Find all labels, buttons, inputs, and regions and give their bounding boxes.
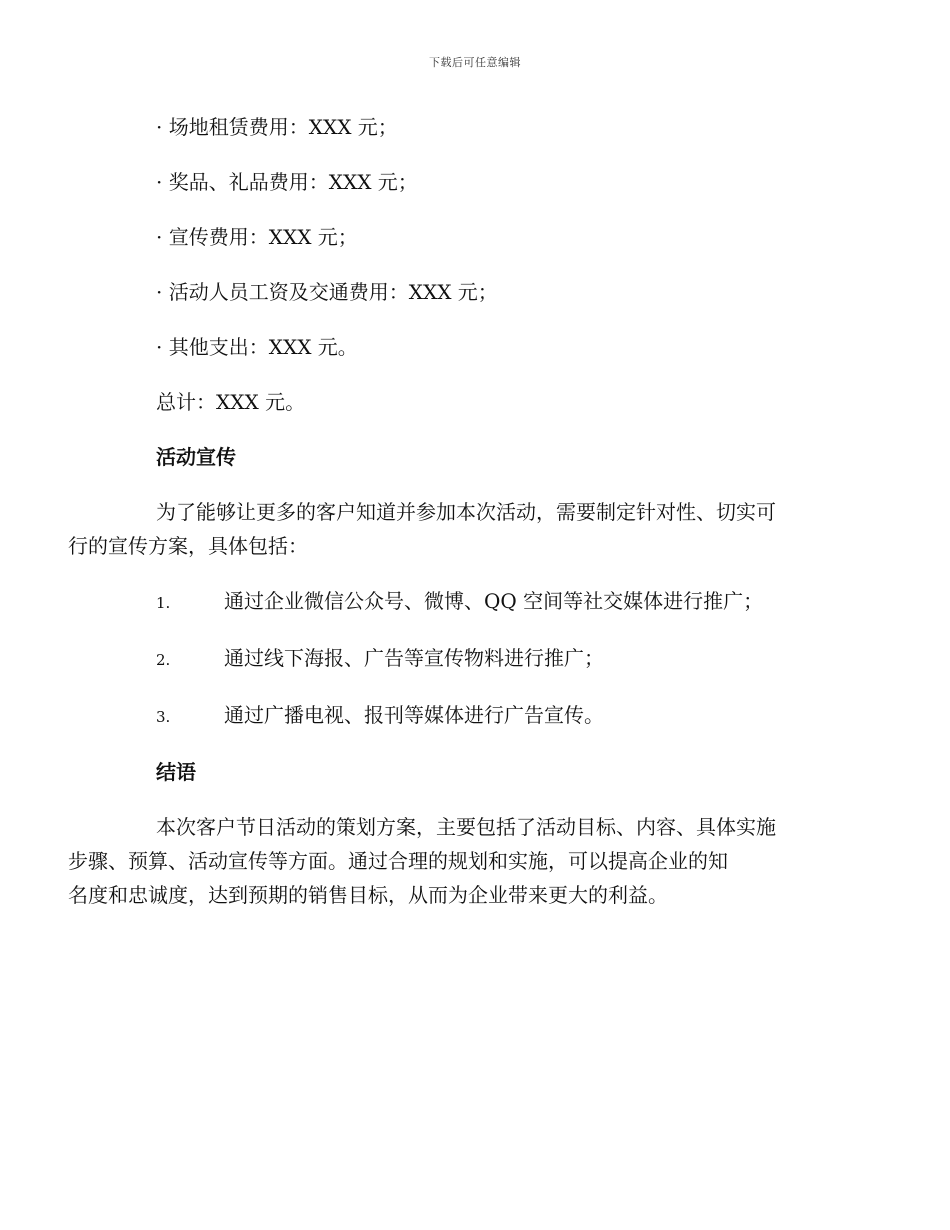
conclusion-paragraph	[68, 810, 842, 912]
list-item-text: 通过广播电视、报刊等媒体进行广告宣传。	[224, 703, 604, 727]
list-item	[112, 584, 842, 620]
section-heading-conclusion: 结语	[156, 760, 196, 784]
list-item-number: 3.	[156, 708, 171, 726]
page-header: 下载后可任意编辑	[429, 56, 521, 69]
promotion-intro	[68, 495, 842, 563]
list-item	[112, 698, 842, 734]
budget-total: 总计：XXX 元。	[156, 390, 306, 414]
list-item-number: 1.	[156, 594, 171, 612]
budget-item: · 奖品、礼品费用：XXX 元；	[156, 170, 418, 194]
budget-item: · 其他支出：XXX 元。	[156, 335, 358, 359]
document-body	[68, 110, 842, 933]
budget-list	[112, 110, 842, 364]
conclusion-line: 步骤、预算、活动宣传等方面。通过合理的规划和实施，可以提高企业的知	[68, 849, 728, 873]
budget-item: · 活动人员工资及交通费用：XXX 元；	[156, 280, 498, 304]
list-item-number: 2.	[156, 651, 171, 669]
section-heading-promotion: 活动宣传	[156, 445, 236, 469]
conclusion-line: 本次客户节日活动的策划方案，主要包括了活动目标、内容、具体实施	[156, 815, 776, 839]
budget-item: · 场地租赁费用：XXX 元；	[156, 115, 398, 139]
promotion-intro-line: 行的宣传方案，具体包括：	[68, 534, 308, 558]
promotion-steps	[112, 584, 842, 734]
list-item-text: 通过线下海报、广告等宣传物料进行推广；	[224, 646, 604, 670]
list-item-text: 通过企业微信公众号、微博、QQ 空间等社交媒体进行推广；	[224, 589, 764, 613]
list-item	[112, 641, 842, 677]
budget-item: · 宣传费用：XXX 元；	[156, 225, 358, 249]
conclusion-line: 名度和忠诚度，达到预期的销售目标，从而为企业带来更大的利益。	[68, 883, 668, 907]
promotion-intro-line: 为了能够让更多的客户知道并参加本次活动，需要制定针对性、切实可	[156, 500, 776, 524]
